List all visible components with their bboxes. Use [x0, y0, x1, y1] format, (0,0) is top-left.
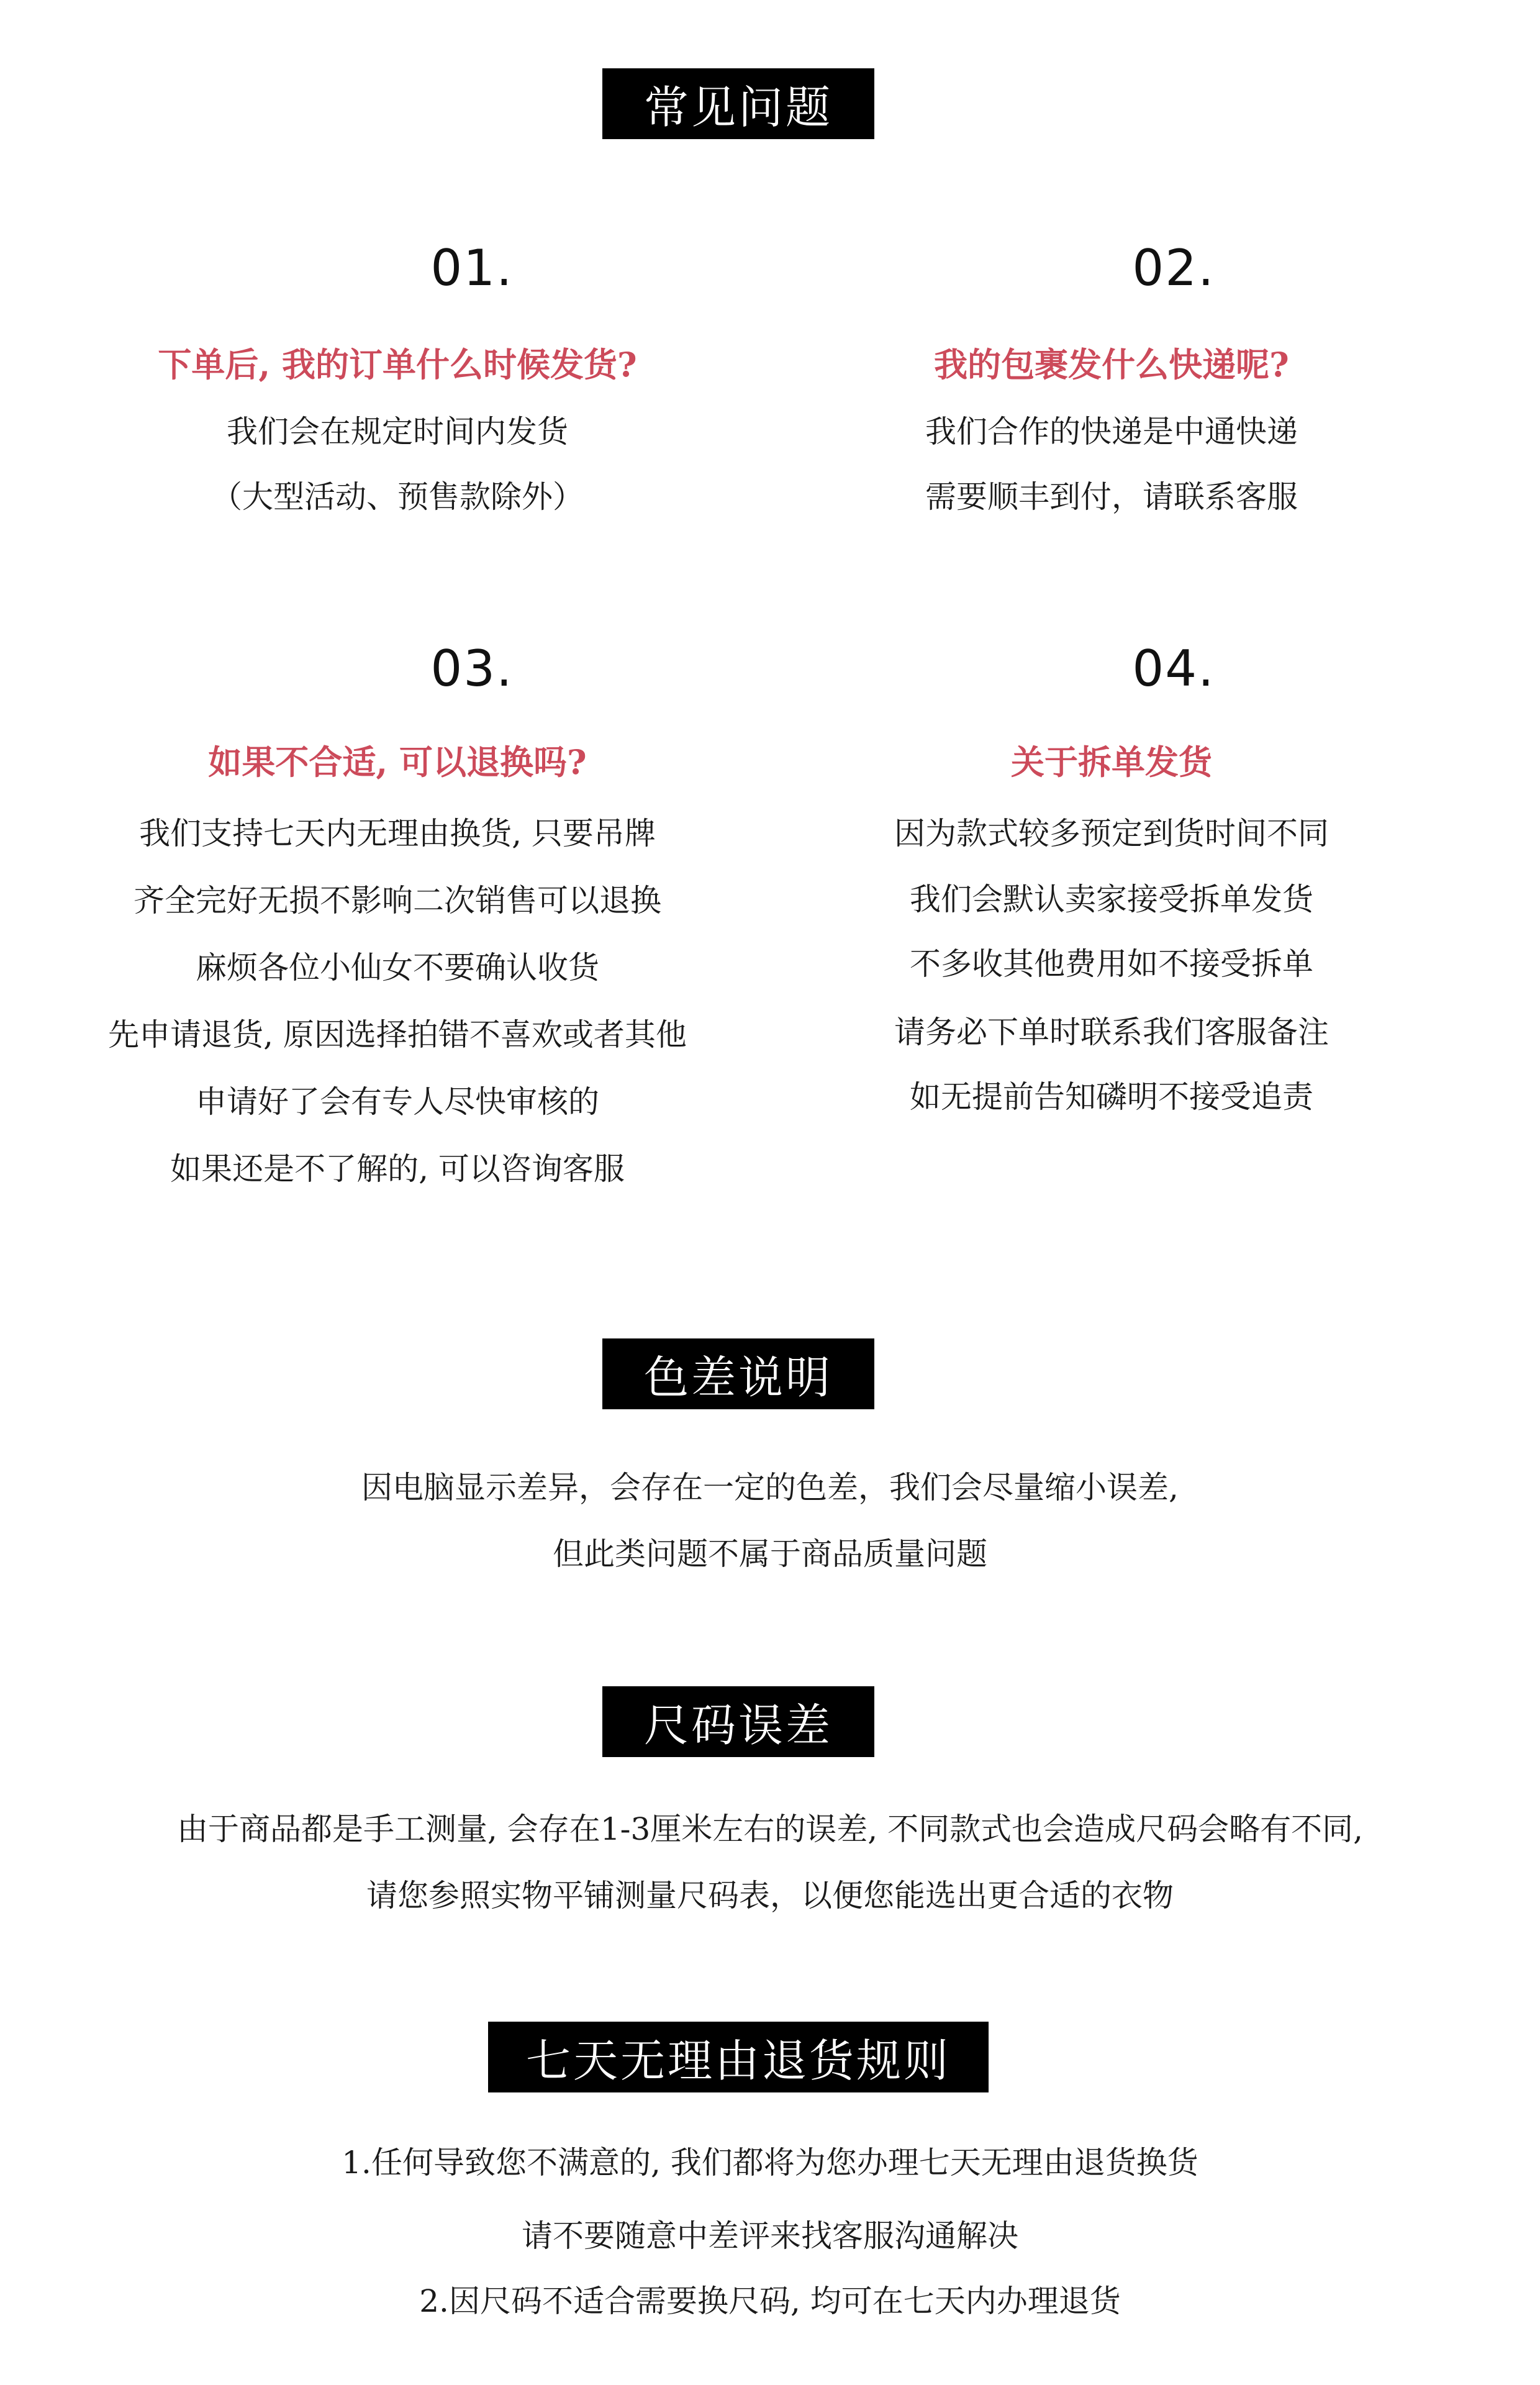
return-rules-line-2: 请不要随意中差评来找客服沟通解决: [522, 2218, 1018, 2254]
size-diff-line-2: 请您参照实物平铺测量尺码表，以便您能选出更合适的衣物: [366, 1878, 1174, 1914]
faq-item-3-answer-4: 先申请退货, 原因选择拍错不喜欢或者其他: [108, 1017, 687, 1053]
color-diff-line-1: 因电脑显示差异，会存在一定的色差，我们会尽量缩小误差,: [361, 1470, 1179, 1506]
faq-item-1-question: 下单后, 我的订单什么时候发货?: [158, 345, 637, 384]
faq-item-4-answer-2: 我们会默认卖家接受拆单发货: [910, 881, 1313, 917]
faq-item-4-answer-4: 请务必下单时联系我们客服备注: [894, 1014, 1329, 1050]
return-rules-line-1: 1.任何导致您不满意的, 我们都将为您办理七天无理由退货换货: [342, 2145, 1198, 2181]
faq-item-3-answer-6: 如果还是不了解的, 可以咨询客服: [170, 1151, 625, 1187]
return-rules-line-3: 2.因尺码不适合需要换尺码, 均可在七天内办理退货: [419, 2283, 1121, 2319]
faq-item-3-answer-2: 齐全完好无损不影响二次销售可以退换: [134, 883, 661, 919]
faq-item-1-number: 01.: [430, 239, 514, 297]
faq-item-3-answer-3: 麻烦各位小仙女不要确认收货: [196, 950, 599, 986]
faq-section-title: 常见问题: [602, 68, 874, 139]
color-diff-line-2: 但此类问题不属于商品质量问题: [553, 1536, 987, 1572]
faq-item-4-answer-1: 因为款式较多预定到货时间不同: [894, 815, 1329, 852]
faq-item-4-question: 关于拆单发货: [1011, 742, 1212, 782]
faq-item-2-question: 我的包裹发什么快递呢?: [934, 345, 1289, 384]
faq-item-2-number: 02.: [1132, 239, 1215, 297]
faq-item-4-answer-5: 如无提前告知磷明不接受追责: [910, 1079, 1313, 1115]
faq-item-3-question: 如果不合适, 可以退换吗?: [208, 742, 587, 782]
faq-item-1-answer-1: 我们会在规定时间内发货: [227, 414, 568, 450]
return-rules-section-title: 七天无理由退货规则: [488, 2022, 989, 2092]
faq-item-2-answer-1: 我们合作的快递是中通快递: [925, 414, 1298, 450]
faq-item-4-answer-3: 不多收其他费用如不接受拆单: [910, 946, 1313, 982]
size-diff-line-1: 由于商品都是手工测量, 会存在1-3厘米左右的误差, 不同款式也会造成尺码会略有不同,: [177, 1811, 1363, 1847]
faq-item-3-number: 03.: [430, 640, 514, 697]
faq-item-1-answer-2: （大型活动、预售款除外）: [211, 479, 584, 515]
faq-item-3-answer-5: 申请好了会有专人尽快审核的: [196, 1084, 599, 1120]
size-diff-section-title: 尺码误差: [602, 1686, 874, 1757]
color-diff-section-title: 色差说明: [602, 1338, 874, 1409]
faq-item-2-answer-2: 需要顺丰到付，请联系客服: [925, 479, 1298, 515]
faq-item-3-answer-1: 我们支持七天内无理由换货, 只要吊牌: [139, 815, 656, 852]
faq-item-4-number: 04.: [1132, 640, 1215, 697]
